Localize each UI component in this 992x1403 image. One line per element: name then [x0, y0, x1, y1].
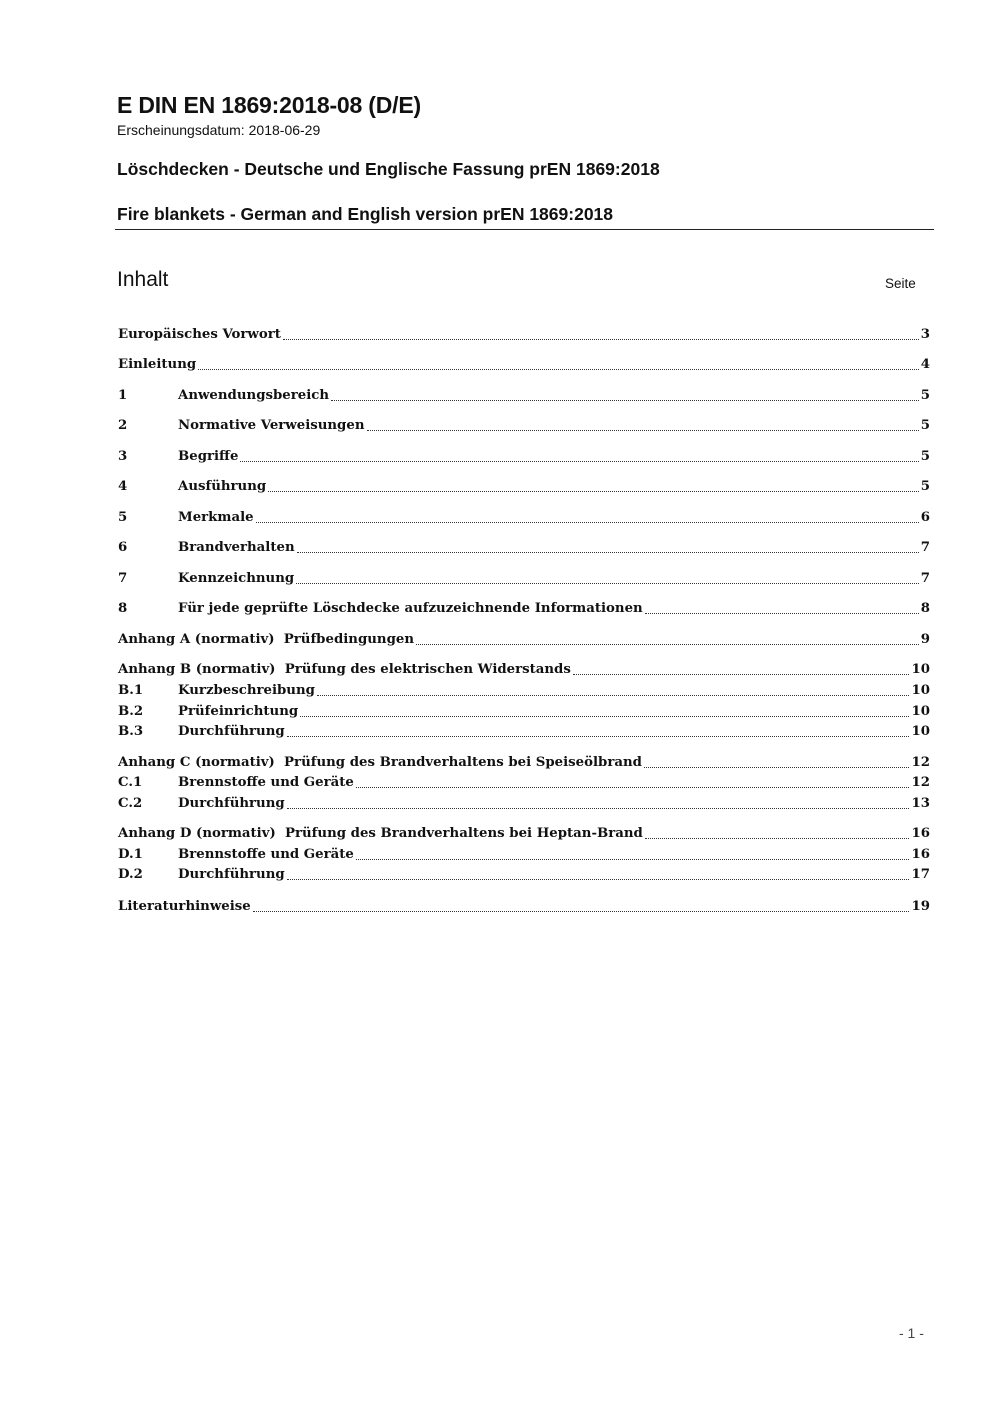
toc-dot-leader: [356, 773, 910, 793]
toc-entry[interactable]: [118, 753, 930, 773]
toc-dot-leader: [296, 569, 919, 589]
toc-dot-leader: [283, 325, 919, 345]
toc-entry-title: Für jede geprüfte Löschdecke aufzuzeichnende Informationen: [178, 601, 643, 616]
toc-entry-title: Brennstoffe und Geräte: [178, 775, 354, 790]
toc-dot-leader: [256, 508, 919, 528]
toc-entry-page: 10: [911, 683, 930, 698]
toc-entry-page: 5: [920, 418, 930, 433]
publication-date-label: Erscheinungsdatum:: [117, 122, 245, 138]
toc-entry[interactable]: [118, 681, 930, 701]
toc-entry-title: Begriffe: [178, 449, 239, 464]
toc-entry[interactable]: [118, 660, 930, 680]
toc-entry[interactable]: [118, 824, 930, 844]
toc-entry-title: Durchführung: [178, 796, 285, 811]
toc-entry-number: B.2: [118, 704, 144, 719]
toc-dot-leader: [253, 897, 910, 917]
toc-entry-page: 12: [911, 755, 930, 770]
toc-entry-page: 7: [920, 571, 930, 586]
toc-entry-page: 4: [920, 357, 930, 372]
toc-dot-leader: [198, 355, 919, 375]
toc-entry-title: Durchführung: [178, 867, 285, 882]
toc-entry-title: Prüfeinrichtung: [178, 704, 299, 719]
toc-dot-leader: [644, 753, 910, 773]
toc-dot-leader: [367, 416, 919, 436]
toc-entry-page: 12: [911, 775, 930, 790]
toc-dot-leader: [287, 865, 910, 885]
toc-dot-leader: [356, 845, 910, 865]
toc-entry-title: Durchführung: [178, 724, 285, 739]
toc-entry-page: 5: [920, 449, 930, 464]
toc-entry-number: D.1: [118, 847, 143, 862]
toc-entry[interactable]: [118, 897, 930, 917]
toc-entry[interactable]: [118, 845, 930, 865]
toc-entry[interactable]: [118, 865, 930, 885]
toc-entry[interactable]: [118, 569, 930, 589]
toc-entry-number: B.3: [118, 724, 144, 739]
toc-entry-title: Anwendungsbereich: [178, 388, 330, 403]
toc-entry-number: 4: [118, 479, 128, 494]
toc-dot-leader: [331, 386, 919, 406]
toc-entry-title: Normative Verweisungen: [178, 418, 365, 433]
toc-dot-leader: [287, 794, 910, 814]
toc-entry-number: C.1: [118, 775, 143, 790]
toc-entry-title: Anhang B (normativ) Prüfung des elektrischen Widerstands: [118, 662, 571, 677]
toc-entry-title: Ausführung: [178, 479, 267, 494]
publication-date-value: 2018-06-29: [248, 122, 321, 138]
toc-entry-number: D.2: [118, 867, 143, 882]
toc-entry-page: 10: [911, 662, 930, 677]
toc-entry-page: 7: [920, 540, 930, 555]
toc-entry-number: 5: [118, 510, 128, 525]
toc-entry[interactable]: [118, 386, 930, 406]
toc-entry-number: B.1: [118, 683, 144, 698]
toc-entry-page: 5: [920, 388, 930, 403]
toc-entry-number: 8: [118, 601, 128, 616]
toc-entry[interactable]: [118, 599, 930, 619]
toc-entry-page: 19: [911, 899, 930, 914]
toc-dot-leader: [300, 702, 909, 722]
header-divider: [115, 229, 934, 230]
toc-entry-page: 3: [920, 327, 930, 342]
toc-dot-leader: [240, 447, 918, 467]
toc-entry-title: Anhang A (normativ) Prüfbedingungen: [118, 632, 415, 647]
toc-dot-leader: [645, 824, 910, 844]
toc-entry-page: 5: [920, 479, 930, 494]
toc-dot-leader: [416, 630, 919, 650]
toc-entry-title: Anhang C (normativ) Prüfung des Brandverhaltens bei Speiseölbrand: [118, 755, 642, 770]
title-english: Fire blankets - German and English version prEN 1869:2018: [117, 204, 614, 224]
toc-entry[interactable]: [118, 355, 930, 375]
toc-dot-leader: [297, 538, 919, 558]
toc-entry-title: Merkmale: [178, 510, 254, 525]
toc-entry[interactable]: [118, 773, 930, 793]
toc-entry-number: 6: [118, 540, 128, 555]
toc-dot-leader: [645, 599, 919, 619]
toc-entry-number: C.2: [118, 796, 143, 811]
toc-entry-title: Kennzeichnung: [178, 571, 295, 586]
toc-entry[interactable]: [118, 447, 930, 467]
toc-entry[interactable]: [118, 722, 930, 742]
toc-page-column-label: Seite: [885, 276, 916, 291]
toc-entry[interactable]: [118, 538, 930, 558]
toc-entry-page: 17: [911, 867, 930, 882]
toc-entry-number: 3: [118, 449, 128, 464]
toc-entry-title: Anhang D (normativ) Prüfung des Brandverhaltens bei Heptan-Brand: [118, 826, 643, 841]
toc-dot-leader: [287, 722, 910, 742]
toc-entry-page: 10: [911, 724, 930, 739]
toc-dot-leader: [268, 477, 919, 497]
toc-entry[interactable]: [118, 477, 930, 497]
toc-entry[interactable]: [118, 794, 930, 814]
document-id: E DIN EN 1869:2018-08 (D/E): [117, 92, 421, 118]
toc-entry-page: 9: [920, 632, 930, 647]
toc-entry[interactable]: [118, 630, 930, 650]
toc-entry-number: 2: [118, 418, 128, 433]
toc-entry-page: 16: [911, 826, 930, 841]
toc-entry-title: Literaturhinweise: [118, 899, 251, 914]
toc-entry-page: 13: [911, 796, 930, 811]
toc-entry[interactable]: [118, 508, 930, 528]
page-number-footer: - 1 -: [899, 1325, 924, 1341]
toc-heading: Inhalt: [117, 268, 169, 291]
toc-entry-page: 6: [920, 510, 930, 525]
toc-entry-number: 7: [118, 571, 128, 586]
toc-dot-leader: [317, 681, 910, 701]
toc-entry-page: 16: [911, 847, 930, 862]
toc-entry[interactable]: [118, 325, 930, 345]
toc-entry-title: Einleitung: [118, 357, 197, 372]
toc-entry-page: 8: [920, 601, 930, 616]
toc-entry[interactable]: [118, 702, 930, 722]
toc-entry-number: 1: [118, 388, 128, 403]
title-german: Löschdecken - Deutsche und Englische Fassung prEN 1869:2018: [117, 159, 660, 179]
toc-entry-page: 10: [911, 704, 930, 719]
toc-entry-title: Brandverhalten: [178, 540, 295, 555]
toc-entry-title: Brennstoffe und Geräte: [178, 847, 354, 862]
toc-dot-leader: [573, 660, 910, 680]
publication-date: [117, 122, 320, 138]
toc-entry-title: Kurzbeschreibung: [178, 683, 315, 698]
toc-entry[interactable]: [118, 416, 930, 436]
toc-entry-title: Europäisches Vorwort: [118, 327, 281, 342]
